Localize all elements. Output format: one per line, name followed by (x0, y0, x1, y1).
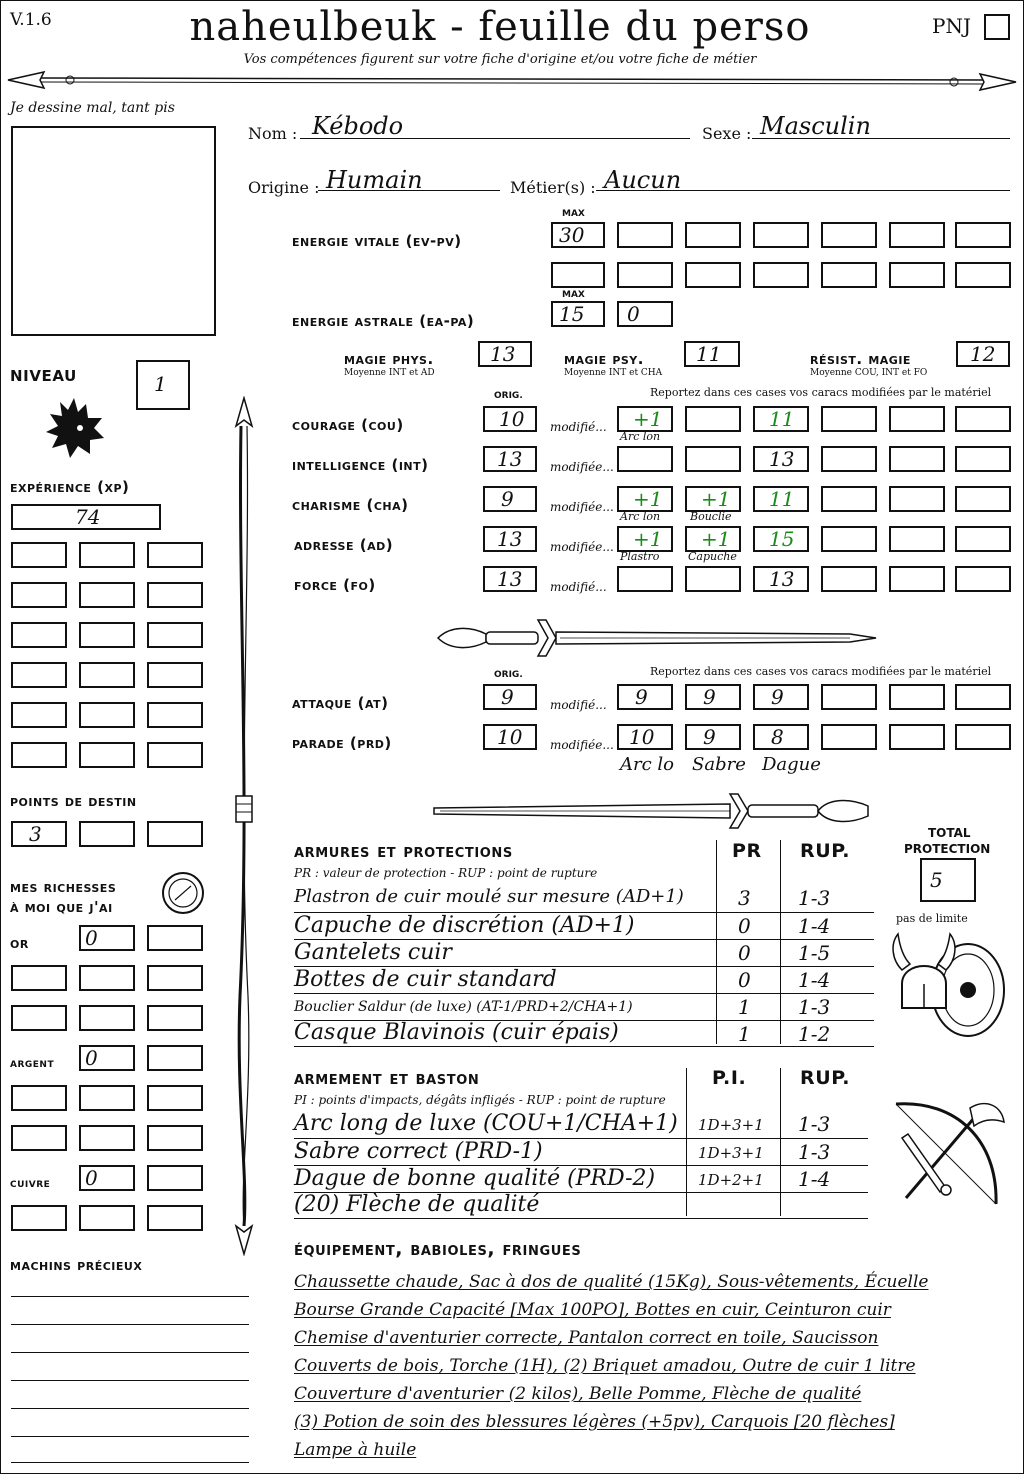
machins-line[interactable] (11, 1380, 249, 1381)
armor-name: Bottes de cuir standard (294, 967, 557, 992)
ea-label: energie astrale (ea-pa) (292, 312, 475, 330)
magie-phys-note: Moyenne INT et AD (344, 368, 435, 378)
ev-value: 30 (559, 223, 585, 247)
magie-psy-value: 11 (696, 342, 722, 366)
armor-title: armures et protections (294, 840, 513, 862)
weapon-name: Arc long de luxe (COU+1/CHA+1) (294, 1111, 678, 1136)
cha-mod-1: +1 (633, 487, 663, 511)
armor-name: Gantelets cuir (294, 940, 452, 965)
argent-box-8[interactable] (147, 1125, 203, 1151)
armor-pr-header: PR (732, 840, 762, 862)
fo-modifie: modifié... (550, 580, 607, 594)
argent-value: 0 (85, 1046, 98, 1070)
or-box-7[interactable] (79, 1005, 135, 1031)
equipment-line[interactable]: Lampe à huile (294, 1440, 417, 1460)
cou-modifie: modifié... (550, 420, 607, 434)
equipment-line[interactable]: Chaussette chaude, Sac à dos de qualité (15Kg), Sous-vêtements, Écuelle (294, 1272, 929, 1292)
total-protection-value: 5 (930, 868, 943, 892)
metier-value[interactable]: Aucun (604, 166, 682, 194)
ad-mod-box-2[interactable] (685, 526, 741, 552)
cou-mod-1-note: Arc lon (620, 430, 661, 443)
armor-pr: 1 (738, 995, 751, 1019)
origine-value[interactable]: Humain (326, 166, 423, 194)
protection-label: PROTECTION (904, 842, 991, 856)
at-box-2[interactable] (685, 684, 741, 710)
ad-mod-2: +1 (701, 527, 731, 551)
machins-line[interactable] (11, 1408, 249, 1409)
xp-value: 74 (75, 505, 101, 529)
xp-grid-box[interactable] (147, 542, 203, 568)
ev-box-10[interactable] (685, 262, 741, 288)
int-mod-box-4[interactable] (821, 446, 877, 472)
at-box-5[interactable] (889, 684, 945, 710)
ev-box-12[interactable] (821, 262, 877, 288)
cou-orig-box[interactable] (483, 406, 537, 432)
equipment-line[interactable]: Couverts de bois, Torche (1H), (2) Briquet amadou, Outre de cuir 1 litre (294, 1356, 916, 1376)
or-box-2[interactable] (147, 925, 203, 951)
argent-box[interactable] (79, 1045, 135, 1071)
or-value: 0 (85, 926, 98, 950)
armor-row[interactable] (294, 993, 874, 1021)
at-box-4[interactable] (821, 684, 877, 710)
armor-name: Casque Blavinois (cuir épais) (294, 1020, 619, 1045)
int-modifiee: modifiée... (550, 460, 614, 474)
weapon-row[interactable] (294, 1110, 868, 1139)
prd-value-1: 10 (629, 725, 655, 749)
total-label: TOTAL (928, 826, 971, 840)
int-mod-box-3[interactable] (753, 446, 809, 472)
ea-value: 15 (559, 302, 585, 326)
weapon-pi: 1D+3+1 (698, 1144, 764, 1162)
cuivre-box-3[interactable] (11, 1205, 67, 1231)
equipment-title: équipement, babioles, fringues (294, 1238, 582, 1260)
int-mod-box-5[interactable] (889, 446, 945, 472)
armor-rup: 1-5 (798, 941, 831, 965)
cou-mod-box-3[interactable] (753, 406, 809, 432)
magie-phys-box[interactable] (478, 341, 532, 367)
or-box[interactable] (79, 925, 135, 951)
spear-divider (0, 64, 1024, 94)
xp-grid-box[interactable] (147, 702, 203, 728)
equipment-line[interactable]: Bourse Grande Capacité [Max 100PO], Bottes en cuir, Ceinturon cuir (294, 1300, 891, 1320)
cuivre-box[interactable] (79, 1165, 135, 1191)
weapons-rup-header: RUP. (800, 1067, 851, 1089)
ev-box-9[interactable] (617, 262, 673, 288)
weapons-pi-header: P.I. (712, 1067, 747, 1089)
cou-mod-box-5[interactable] (889, 406, 945, 432)
int-mod-box-6[interactable] (955, 446, 1011, 472)
prd-value-3: 8 (771, 725, 784, 749)
ev-box-14[interactable] (955, 262, 1011, 288)
ea-box-2[interactable] (617, 301, 673, 327)
or-box-3[interactable] (11, 965, 67, 991)
ev-box-13[interactable] (889, 262, 945, 288)
ad-final: 15 (769, 527, 795, 551)
coin-icon (160, 870, 206, 916)
cou-orig-value: 10 (499, 407, 525, 431)
total-protection-box[interactable] (920, 858, 976, 902)
xp-grid-box[interactable] (79, 702, 135, 728)
xp-grid-box[interactable] (79, 582, 135, 608)
equipment-line[interactable]: Chemise d'aventurier correcte, Pantalon correct en toile, Saucisson (294, 1328, 879, 1348)
weapon-rup: 1-3 (798, 1112, 831, 1136)
int-mod-box-2[interactable] (685, 446, 741, 472)
magie-psy-label: magie psy. (564, 350, 644, 368)
xp-grid-box[interactable] (11, 542, 67, 568)
at-value-2: 9 (703, 685, 716, 709)
argent-box-6[interactable] (11, 1125, 67, 1151)
cha-mod-2-note: Bouclie (690, 510, 732, 523)
int-label: intelligence (int) (292, 456, 429, 474)
cha-mod-2: +1 (701, 487, 731, 511)
cou-final: 11 (769, 407, 795, 431)
ev-box-3[interactable] (685, 222, 741, 248)
ev-box-5[interactable] (821, 222, 877, 248)
ev-max-label: MAX (562, 209, 585, 219)
cha-orig-box[interactable] (483, 486, 537, 512)
argent-box-5[interactable] (147, 1085, 203, 1111)
pnj-label: PNJ (932, 14, 971, 38)
cha-mod-box-2[interactable] (685, 486, 741, 512)
at-orig-value: 9 (501, 685, 514, 709)
weapon-pi: 1D+3+1 (698, 1116, 764, 1134)
fo-mod-box-3[interactable] (753, 566, 809, 592)
fo-orig-value: 13 (497, 567, 523, 591)
armor-name: Capuche de discrétion (AD+1) (294, 913, 635, 938)
int-orig-box[interactable] (483, 446, 537, 472)
armor-rup: 1-4 (798, 968, 831, 992)
armor-name: Plastron de cuir moulé sur mesure (AD+1) (294, 886, 684, 907)
armor-rup: 1-4 (798, 914, 831, 938)
magie-psy-note: Moyenne INT et CHA (564, 368, 663, 378)
destin-box[interactable] (11, 821, 67, 847)
origine-label: Origine : (248, 178, 320, 197)
weapon-pi: 1D+2+1 (698, 1171, 764, 1189)
combat-orig-label: ORIG. (494, 670, 523, 680)
cha-modifiee: modifiée... (550, 500, 614, 514)
fo-mod-box-6[interactable] (955, 566, 1011, 592)
magie-phys-label: magie phys. (344, 350, 434, 368)
metier-line (596, 190, 1010, 191)
fo-mod-box-5[interactable] (889, 566, 945, 592)
portrait-box[interactable] (11, 126, 216, 336)
prd-box-1[interactable] (617, 724, 673, 750)
destin-label: points de destin (10, 792, 137, 810)
argent-label: argent (10, 1056, 55, 1071)
fo-mod-box-2[interactable] (685, 566, 741, 592)
xp-grid-box[interactable] (11, 702, 67, 728)
metier-label: Métier(s) : (510, 178, 596, 197)
ea-max-label: MAX (562, 290, 585, 300)
weapon-name: Sabre correct (PRD-1) (294, 1139, 543, 1164)
cha-label: charisme (cha) (292, 496, 409, 514)
or-box-8[interactable] (147, 1005, 203, 1031)
weapon-name: (20) Flèche de qualité (294, 1192, 540, 1217)
or-box-6[interactable] (11, 1005, 67, 1031)
magie-phys-value: 13 (490, 342, 516, 366)
argent-box-2[interactable] (147, 1045, 203, 1071)
machins-label: machins précieux (10, 1256, 143, 1274)
pnj-checkbox[interactable] (984, 14, 1010, 40)
sheet-subtitle: Vos compétences figurent sur votre fiche d'origine et/ou votre fiche de métier (243, 52, 757, 67)
ad-mod-2-note: Capuche (688, 550, 737, 563)
prd-box-6[interactable] (955, 724, 1011, 750)
prd-orig-value: 10 (497, 725, 523, 749)
version-label: V.1.6 (10, 10, 52, 30)
origine-line (318, 190, 500, 191)
armor-row[interactable] (294, 1020, 874, 1047)
cha-mod-box-3[interactable] (753, 486, 809, 512)
xp-label: expérience (xp) (10, 478, 130, 496)
machins-line[interactable] (11, 1352, 249, 1353)
resist-magie-box[interactable] (956, 341, 1010, 367)
armor-row[interactable] (294, 939, 874, 967)
at-box-6[interactable] (955, 684, 1011, 710)
nom-value[interactable]: Kébodo (312, 112, 404, 140)
armor-note: PR : valeur de protection - RUP : point de rupture (294, 866, 598, 880)
armor-pr: 0 (738, 914, 751, 938)
xp-grid-box[interactable] (147, 662, 203, 688)
weapon-rup: 1-4 (798, 1167, 831, 1191)
richesses-label-2: à moi que j'ai (10, 898, 113, 916)
cuivre-box-5[interactable] (147, 1205, 203, 1231)
armor-pr: 1 (738, 1022, 751, 1046)
weapon-row[interactable] (294, 1138, 868, 1166)
cou-mod-box-1[interactable] (617, 406, 673, 432)
fo-label: force (fo) (294, 576, 376, 594)
at-label: attaque (at) (292, 694, 389, 712)
richesses-label-1: mes richesses (10, 878, 117, 896)
armor-rup: 1-3 (798, 886, 831, 910)
ev-box-11[interactable] (753, 262, 809, 288)
ad-modifiee: modifiée... (550, 540, 614, 554)
weapon-name-2: Sabre (692, 754, 746, 775)
xp-grid-box[interactable] (147, 622, 203, 648)
combat-report-note: Reportez dans ces cases vos caracs modifiées par le matériel (650, 665, 992, 678)
niveau-value: 1 (154, 372, 167, 396)
resist-magie-value: 12 (970, 342, 996, 366)
xp-grid-box[interactable] (79, 662, 135, 688)
at-orig-box[interactable] (483, 684, 537, 710)
or-box-4[interactable] (79, 965, 135, 991)
cou-mod-1: +1 (633, 407, 663, 431)
sword-icon-2 (430, 786, 880, 836)
cou-mod-box-4[interactable] (821, 406, 877, 432)
cha-mod-box-6[interactable] (955, 486, 1011, 512)
ad-mod-box-1[interactable] (617, 526, 673, 552)
prd-box-2[interactable] (685, 724, 741, 750)
armor-name: Bouclier Saldur (de luxe) (AT-1/PRD+2/CHA+1) (294, 999, 633, 1015)
armor-row[interactable] (294, 912, 874, 940)
xp-grid-box[interactable] (79, 742, 135, 768)
ea-box[interactable] (551, 301, 605, 327)
prd-box-5[interactable] (889, 724, 945, 750)
cha-mod-box-4[interactable] (821, 486, 877, 512)
weapon-name: Dague de bonne qualité (PRD-2) (294, 1166, 656, 1191)
xp-grid-box[interactable] (147, 582, 203, 608)
ev-box-2[interactable] (617, 222, 673, 248)
ev-box-8[interactable] (551, 262, 605, 288)
int-mod-box-1[interactable] (617, 446, 673, 472)
nom-line (300, 138, 690, 139)
ad-label: adresse (ad) (294, 536, 394, 554)
int-orig-value: 13 (497, 447, 523, 471)
ad-mod-box-5[interactable] (889, 526, 945, 552)
at-value-1: 9 (635, 685, 648, 709)
fo-orig-box[interactable] (483, 566, 537, 592)
equipment-line[interactable]: Couverture d'aventurier (2 kilos), Belle Pomme, Flèche de qualité (294, 1384, 862, 1404)
cha-mod-box-5[interactable] (889, 486, 945, 512)
ev-label: energie vitale (ev-pv) (292, 232, 462, 250)
cha-mod-box-1[interactable] (617, 486, 673, 512)
destin-value: 3 (29, 822, 42, 846)
xp-grid-box[interactable] (11, 622, 67, 648)
cuivre-box-2[interactable] (147, 1165, 203, 1191)
weapon-name-1: Arc lo (620, 754, 674, 775)
nom-label: Nom : (248, 124, 298, 143)
sword-icon (430, 612, 880, 662)
machins-line[interactable] (11, 1324, 249, 1325)
or-label: or (10, 934, 29, 952)
cha-orig-value: 9 (501, 487, 514, 511)
cha-final: 11 (769, 487, 795, 511)
machins-line[interactable] (11, 1296, 249, 1297)
prd-value-2: 9 (703, 725, 716, 749)
fo-mod-box-4[interactable] (821, 566, 877, 592)
machins-line[interactable] (11, 1436, 249, 1437)
sexe-value[interactable]: Masculin (760, 112, 871, 140)
niveau-box[interactable] (136, 360, 190, 410)
ad-mod-box-3[interactable] (753, 526, 809, 552)
cou-mod-box-2[interactable] (685, 406, 741, 432)
dragon-icon (40, 392, 110, 466)
ev-box[interactable] (551, 222, 605, 248)
at-modifie: modifié... (550, 698, 607, 712)
int-final: 13 (769, 447, 795, 471)
portrait-caption: Je dessine mal, tant pis (10, 100, 175, 116)
prd-orig-box[interactable] (483, 724, 537, 750)
cuivre-box-4[interactable] (79, 1205, 135, 1231)
equipment-line[interactable]: (3) Potion de soin des blessures légères (+5pv), Carquois [20 flèches] (294, 1412, 895, 1432)
prd-box-4[interactable] (821, 724, 877, 750)
xp-grid-box[interactable] (11, 662, 67, 688)
magie-psy-box[interactable] (684, 341, 740, 367)
xp-grid-box[interactable] (147, 742, 203, 768)
armor-rup-header: RUP. (800, 840, 851, 862)
cou-label: courage (cou) (292, 416, 404, 434)
prd-label: parade (prd) (292, 734, 392, 752)
xp-grid-box[interactable] (11, 582, 67, 608)
armor-pr: 3 (738, 886, 751, 910)
xp-grid-box[interactable] (79, 542, 135, 568)
argent-box-4[interactable] (79, 1085, 135, 1111)
no-limit-note: pas de limite (896, 912, 968, 925)
at-box-1[interactable] (617, 684, 673, 710)
fo-final: 13 (769, 567, 795, 591)
prd-box-3[interactable] (753, 724, 809, 750)
armor-rup: 1-2 (798, 1022, 831, 1046)
cou-mod-box-6[interactable] (955, 406, 1011, 432)
vertical-spear-icon (226, 396, 262, 1256)
stats-orig-label: ORIG. (494, 391, 523, 401)
weapon-name-3: Dague (762, 754, 821, 775)
weapons-title: armement et baston (294, 1067, 480, 1089)
weapon-row[interactable] (294, 1165, 868, 1193)
or-box-5[interactable] (147, 965, 203, 991)
sexe-label: Sexe : (702, 124, 752, 143)
xp-box[interactable] (11, 504, 161, 530)
ev-box-7[interactable] (955, 222, 1011, 248)
stats-report-note: Reportez dans ces cases vos caracs modifiées par le matériel (650, 386, 992, 399)
bow-axe-icon (886, 1094, 1010, 1214)
armor-pr: 0 (738, 941, 751, 965)
ad-orig-box[interactable] (483, 526, 537, 552)
ad-mod-1: +1 (633, 527, 663, 551)
helmet-shield-icon (888, 924, 1008, 1044)
argent-box-7[interactable] (79, 1125, 135, 1151)
niveau-label: niveau (10, 362, 77, 387)
cha-mod-1-note: Arc lon (620, 510, 661, 523)
ea-extra-value: 0 (627, 302, 640, 326)
weapons-note: PI : points d'impacts, dégâts infligés - RUP : point de rupture (294, 1093, 666, 1107)
weapon-rup: 1-3 (798, 1140, 831, 1164)
xp-grid-box[interactable] (11, 742, 67, 768)
cuivre-label: cuivre (10, 1176, 51, 1191)
ad-orig-value: 13 (497, 527, 523, 551)
destin-box-3[interactable] (147, 821, 203, 847)
destin-box-2[interactable] (79, 821, 135, 847)
armor-row[interactable] (294, 966, 874, 994)
fo-mod-box-1[interactable] (617, 566, 673, 592)
xp-grid-box[interactable] (79, 622, 135, 648)
argent-box-3[interactable] (11, 1085, 67, 1111)
weapon-row[interactable] (294, 1192, 868, 1219)
ad-mod-1-note: Plastro (620, 550, 660, 563)
ev-box-4[interactable] (753, 222, 809, 248)
ad-mod-box-6[interactable] (955, 526, 1011, 552)
armor-rup: 1-3 (798, 995, 831, 1019)
at-box-3[interactable] (753, 684, 809, 710)
sheet-title: naheulbeuk - feuille du perso (189, 4, 811, 50)
resist-magie-note: Moyenne COU, INT et FO (810, 368, 928, 378)
ev-box-6[interactable] (889, 222, 945, 248)
prd-modifiee: modifiée... (550, 738, 614, 752)
machins-line[interactable] (11, 1462, 249, 1463)
ad-mod-box-4[interactable] (821, 526, 877, 552)
armor-row[interactable] (294, 884, 874, 913)
at-value-3: 9 (771, 685, 784, 709)
armor-pr: 0 (738, 968, 751, 992)
sexe-line (752, 138, 1010, 139)
resist-magie-label: résist. magie (810, 350, 911, 368)
cuivre-value: 0 (85, 1166, 98, 1190)
